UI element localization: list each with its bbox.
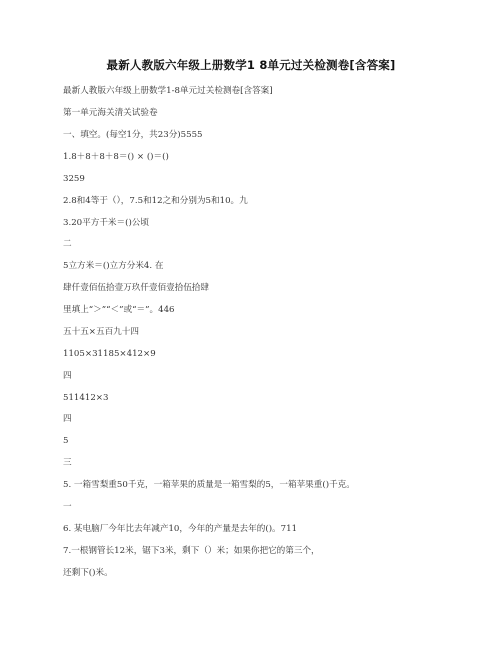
text-line: 1105×31185×412×9 [63,349,156,359]
question-3: 3.20平方千米＝()公顷 [63,218,149,228]
question-7-continued: 还剩下()米。 [63,568,113,578]
text-line: 肆仟壹佰伍拾壹万玖仟壹佰壹拾伍拾肆 [63,283,210,293]
text-line: 二 [63,239,72,249]
text-line: 五十五×五百九十四 [63,327,139,337]
document-title: 最新人教版六年级上册数学1 8单元过关检测卷[含答案] [106,58,396,72]
question-6: 6. 某电脑厂今年比去年减产10，今年的产量是去年的()。711 [63,524,298,534]
text-line: 四 [63,414,72,424]
text-line: 四 [63,371,72,381]
unit-heading: 第一单元海关清关试验卷 [63,108,158,118]
question-5: 5. 一箱雪梨重50千克，一箱苹果的质量是一箱雪梨的5，一箱苹果重()千克。 [63,480,355,490]
question-1: 1.8＋8＋8＋8＝() × ()＝() [63,152,169,162]
text-line: 三 [63,458,72,468]
subtitle-line: 最新人教版六年级上册数学1-8单元过关检测卷[含答案] [63,86,273,96]
section-heading: 一、填空。(每空1分，共23分)5555 [63,130,203,140]
text-line: 一 [63,502,72,512]
text-line: 里填上“＞”“＜”或“＝”。446 [63,305,175,315]
text-line: 511412×3 [63,393,109,403]
text-line: 5 [63,436,69,446]
text-line: 3259 [63,174,85,184]
text-line: 5立方米＝()立方分米4. 在 [63,261,164,271]
question-7: 7.一根钢管长12米，锯下3米，剩下（）米；如果你把它的第三个， [63,546,320,556]
question-2: 2.8和4等于（），7.5和12之和分别为5和10。九 [63,196,248,206]
